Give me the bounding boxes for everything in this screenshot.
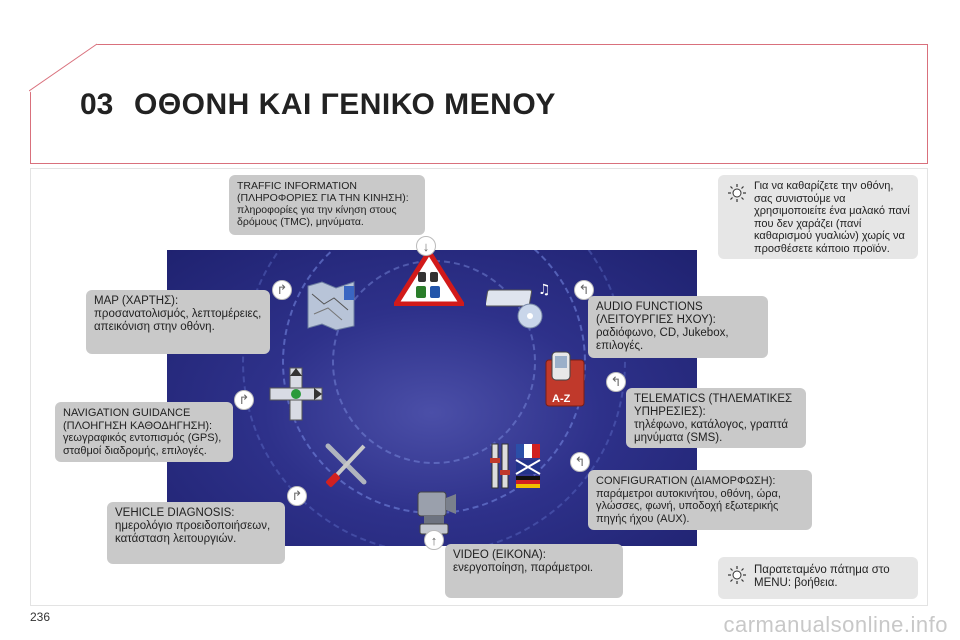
navigation-guidance-label (55, 402, 233, 462)
cleaning-tip-text: Για να καθαρίζετε την οθόνη, σας συνιστούμε να χρησιμοποιείτε ένα μαλακό πανί που δεν χαράζει (πανί καθαρισμού γυαλιών) χωρίς να προσθέσετε κάποιο προϊόν. (754, 180, 910, 255)
audio-title: AUDIO FUNCTIONS (ΛΕΙΤΟΥΡΓΙΕΣ ΗΧΟΥ): (596, 301, 716, 326)
navigation-desc: γεωγραφικός εντοπισμός (GPS), σταθμοί διαδρομής, επιλογές. (63, 432, 222, 457)
audio-desc: ραδιόφωνο, CD, Jukebox, επιλογές. (596, 327, 729, 352)
vehicle-diagnosis-label (107, 502, 285, 564)
vehicle-desc: ημερολόγιο προειδοποιήσεων, κατάσταση λειτουργιών. (115, 520, 271, 545)
menu-help-tip-box (718, 557, 918, 599)
navigation-arrow-icon[interactable]: ↱ (234, 390, 254, 410)
watermark: carmanualsonline.info (723, 612, 948, 637)
tip-sun-icon (728, 184, 746, 202)
chapter-number: 03 (80, 88, 114, 121)
telematics-title: TELEMATICS (ΤΗΛΕΜΑΤΙΚΕΣ ΥΠΗΡΕΣΙΕΣ): (634, 393, 793, 418)
telematics-desc: τηλέφωνο, κατάλογος, γραπτά μηνύματα (SMS). (634, 419, 789, 444)
audio-cd-icon (486, 278, 556, 334)
svg-text:♫: ♫ (538, 282, 551, 298)
configuration-label (588, 470, 812, 530)
page-number: 236 (30, 610, 51, 624)
cleaning-tip-box (718, 175, 918, 259)
page-title: ΟΘΟΝΗ ΚΑΙ ΓΕΝΙΚΟ ΜΕΝΟΥ (134, 88, 556, 121)
map-icon (304, 280, 360, 332)
audio-functions-label (588, 296, 768, 358)
vehicle-title: VEHICLE DIAGNOSIS: (115, 507, 235, 519)
map-title: MAP (ΧΑΡΤΗΣ): (94, 295, 179, 307)
tip-sun-icon (728, 566, 746, 584)
traffic-information-label (229, 175, 425, 235)
tools-icon (322, 440, 372, 490)
navigation-title: NAVIGATION GUIDANCE (ΠΛΟΗΓΗΣΗ ΚΑΘΟΔΗΓΗΣΗ): (63, 407, 213, 432)
video-desc: ενεργοποίηση, παράμετροι. (453, 562, 594, 574)
vehicle-arrow-icon[interactable]: ↱ (287, 486, 307, 506)
telematics-label (626, 388, 806, 448)
az-label: A-Z (552, 393, 571, 405)
traffic-desc: πληροφορίες για την κίνηση στους δρόμους (TMC), μηνύματα. (237, 204, 397, 228)
video-arrow-icon[interactable]: ↑ (424, 530, 444, 550)
map-label (86, 290, 270, 354)
telematics-phone-icon (540, 350, 590, 416)
configuration-flags-icon (488, 440, 552, 496)
traffic-title: TRAFFIC INFORMATION (ΠΛΗΡΟΦΟΡΙΕΣ ΓΙΑ ΤΗΝ ΚΙΝΗΣΗ): (237, 180, 409, 204)
audio-arrow-icon[interactable]: ↰ (574, 280, 594, 300)
menu-help-tip-text: Παρατεταμένο πάτημα στο MENU: βοήθεια. (754, 564, 890, 589)
map-arrow-icon[interactable]: ↱ (272, 280, 292, 300)
configuration-desc: παράμετροι αυτοκινήτου, οθόνη, ώρα, γλώσσες, φωνή, υποδοχή εξωτερικής πηγής ήχου (AUX). (596, 487, 781, 525)
configuration-title: CONFIGURATION (ΔΙΑΜΟΡΦΩΣΗ): (596, 475, 776, 487)
traffic-arrow-icon[interactable]: ↓ (416, 236, 436, 256)
telematics-arrow-icon[interactable]: ↰ (606, 372, 626, 392)
header-corner-cut (29, 43, 99, 93)
configuration-arrow-icon[interactable]: ↰ (570, 452, 590, 472)
map-desc: προσανατολισμός, λεπτομέρειες, απεικόνιση στην οθόνη. (94, 308, 262, 333)
navigation-crossroad-icon (268, 366, 324, 422)
traffic-warning-icon (394, 250, 464, 306)
video-label (445, 544, 623, 598)
video-title: VIDEO (ΕΙΚΟΝΑ): (453, 549, 546, 561)
